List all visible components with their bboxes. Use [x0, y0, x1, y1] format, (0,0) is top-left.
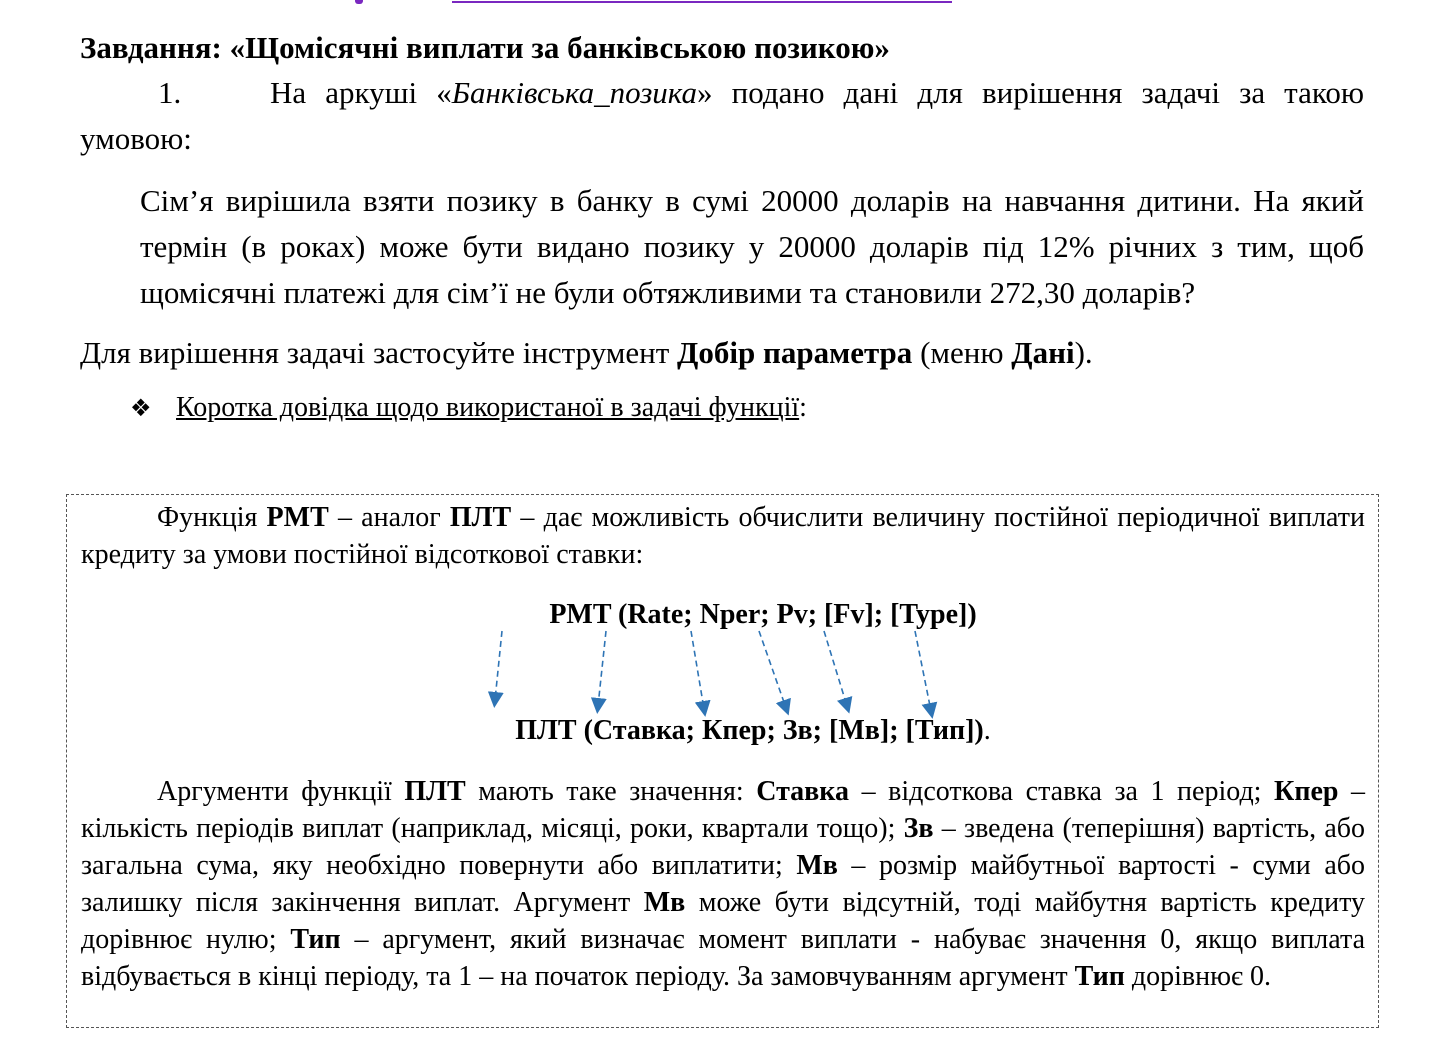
args-text: Аргументи функції [157, 776, 405, 807]
arg-nper: Кпер [1274, 776, 1339, 807]
pmt-name: PMT [266, 502, 329, 533]
args-text-7: може бути відсутній, тоді майбутня вартість кредиту дорівнює нулю; [81, 887, 1365, 955]
arrow-pv [691, 631, 704, 709]
note-heading [130, 388, 1364, 428]
arg-rate: Ставка [756, 776, 850, 807]
intro-text-2: – аналог [328, 502, 450, 533]
note-label: Коротка довідка щодо використаної в задачі функції [176, 392, 800, 423]
arrow-fv [759, 631, 786, 708]
args-text-8: – аргумент, який визначає момент виплати - набуває значення 0, якщо виплата відбувається в кінці періоду, та 1 – на початок періоду. За замовчуванням аргумент [81, 924, 1365, 992]
arguments-paragraph [81, 773, 1365, 995]
task-item-1 [80, 70, 1364, 162]
args-text-2: мають таке значення: [465, 776, 757, 807]
instruction-text-middle: (меню [912, 335, 1012, 370]
formula-english: PMT (Rate; Nper; Pv; [Fv]; [Type]) [549, 599, 977, 630]
document-body [80, 26, 1364, 428]
arg-fv: Мв [796, 850, 838, 881]
arrow-rate [495, 631, 502, 700]
arrow-type-2 [915, 631, 931, 711]
function-intro [81, 499, 1365, 573]
reference-box [66, 494, 1379, 1028]
arg-fv-2: Мв [643, 887, 686, 918]
note-colon: : [799, 392, 807, 423]
args-text-5: – зведена (теперішня) вартість, або загальна сума, яку необхідно повернути або виплатити; [81, 813, 1365, 881]
arguments-description [81, 773, 1365, 995]
intro-text: Функція [157, 502, 267, 533]
diamond-bullet-icon: ❖ [130, 394, 152, 422]
args-text-6: – розмір майбутньої вартості - суми або залишку після закінчення виплат. Аргумент [81, 850, 1366, 918]
formula-ua-text: ПЛТ (Ставка; Кпер; Зв; [Мв]; [Тип]) [515, 715, 984, 746]
link-underline-fragment [355, 0, 363, 4]
instruction-text-end: ). [1074, 335, 1093, 370]
tool-name: Добір параметра [677, 335, 913, 370]
instruction [80, 330, 1364, 376]
arg-type: Тип [290, 924, 341, 955]
item-number: 1. [158, 75, 182, 110]
args-text-3: – відсоткова ставка за 1 період; [849, 776, 1275, 807]
plt-name: ПЛТ [449, 502, 512, 533]
sheet-name: Банківська_позика [451, 75, 698, 110]
top-link-fragment [300, 0, 960, 6]
problem-statement: Сім’я вирішила взяти позику в банку в сумі 20000 доларів на навчання дитини. На який термін (в роках) може бути видано позику у 20000 доларів під 12% річних з тим, щоб щомісячні платежі для сім’ї не були обтяжливими та становили 272,30 доларів? [140, 183, 1364, 310]
menu-name: Дані [1011, 335, 1075, 370]
arrow-type-1 [824, 631, 847, 706]
item-text-after: » подано дані для вирішення задачі за такою умовою: [80, 75, 1364, 156]
task-title: Завдання: «Щомісячні виплати за банківською позикою» [80, 30, 890, 65]
reference-content [81, 499, 1366, 992]
arg-pv: Зв [903, 813, 934, 844]
item-text-before: На аркуші « [270, 75, 452, 110]
intro-text-3: – дає можливість обчислити величину постійної періодичної виплати кредиту за умови постійної відсоткової ставки: [81, 502, 1365, 570]
args-text-4: – кількість періодів виплат (наприклад, місяці, роки, квартали тощо); [81, 776, 1366, 844]
instruction-text: Для вирішення задачі застосуйте інструмент [80, 335, 678, 370]
link-underline [452, 1, 952, 3]
args-text-9: дорівнює 0. [1124, 961, 1272, 992]
formula-ukrainian [81, 711, 1365, 751]
arrow-nper [598, 631, 606, 706]
formula-ua-dot: . [983, 715, 991, 746]
args-plt: ПЛТ [404, 776, 466, 807]
arg-type-2: Тип [1074, 961, 1125, 992]
